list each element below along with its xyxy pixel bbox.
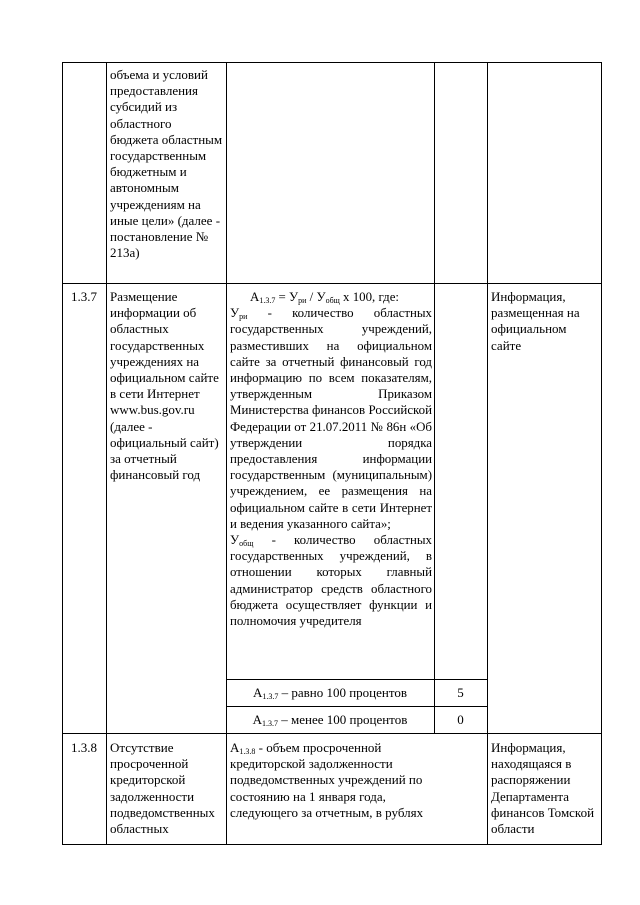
definition-u-ri: $У_{ри}$ - количество областных государственных учреждений, разместивших на официальном сайте за отчетный финансовый год информацию по всем показателям, утвержденным Приказом Министерства финансов Российской Федерации от 21.07.2011 № 86н «Об утверждении порядка предоставления информации государственным (муниципальным) учреждением, ее размещения на официальном сайте в сети Интернет и ведения указанного сайта»; <box>230 306 432 531</box>
row-1-3-7-number <box>62 289 106 305</box>
table-column-divider <box>434 62 435 734</box>
table-row-divider <box>62 733 602 734</box>
row-continuation-description <box>110 67 223 261</box>
table-border-left <box>62 62 63 845</box>
row-1-3-8-number <box>62 740 106 756</box>
table-border-right <box>601 62 602 845</box>
source-text: Информация, размещенная на официальном сайте <box>491 289 580 353</box>
table-column-divider <box>106 62 107 845</box>
table-subrow-divider <box>226 679 488 680</box>
score-points-1: 5 <box>457 685 464 700</box>
definition-u-obshch: $У_{общ}$ - количество областных государственных учреждений, в отношении которых главный администратор средств областного бюджета осуществляет функции и полномочия учредителя <box>230 533 432 629</box>
row-1-3-7-source <box>491 289 598 354</box>
score-condition-1: $А_{1.3.7}$ – равно 100 процентов <box>252 685 408 701</box>
row-number: 1.3.7 <box>71 289 97 304</box>
row-1-3-8-source <box>491 740 598 837</box>
score-points-2: 0 <box>457 712 464 727</box>
row-1-3-8-method: $А_{1.3.8}$ - объем просроченной кредиторской задолженности подведомственных учреждений по состоянию на 1 января года, следующего за отчетным, в рублях <box>230 740 424 820</box>
table-border-bottom <box>62 844 602 845</box>
row-1-3-7-method <box>230 289 432 629</box>
description-text: Отсутствие просроченной кредиторской задолженности подведомственных областных <box>110 740 215 837</box>
table-subrow-divider <box>226 706 488 707</box>
row-number: 1.3.8 <box>71 740 97 755</box>
description-text: объема и условий предоставления субсидий из областного бюджета областным государственным бюджетным и автономным учреждениям на иные цели» (далее - постановление № 213а) <box>110 67 223 261</box>
description-text: Размещение информации об областных государственных учреждениях на официальном сайте в сети Интернет www.bus.gov.ru (далее - официальный сайт) за отчетный финансовый год <box>110 289 219 483</box>
source-text: Информация, находящаяся в распоряжении Департамента финансов Томской области <box>491 740 595 837</box>
row-1-3-7-description <box>110 289 224 483</box>
row-1-3-8-description <box>110 740 224 837</box>
table-column-divider <box>487 62 488 845</box>
formula: $А_{1.3.7} = У_{ри} / У_{общ}$ x 100, где: <box>250 290 400 305</box>
table-border-top <box>62 62 602 63</box>
score-condition-2: $А_{1.3.7}$ – менее 100 процентов <box>252 712 408 728</box>
table-row-divider <box>62 283 602 284</box>
